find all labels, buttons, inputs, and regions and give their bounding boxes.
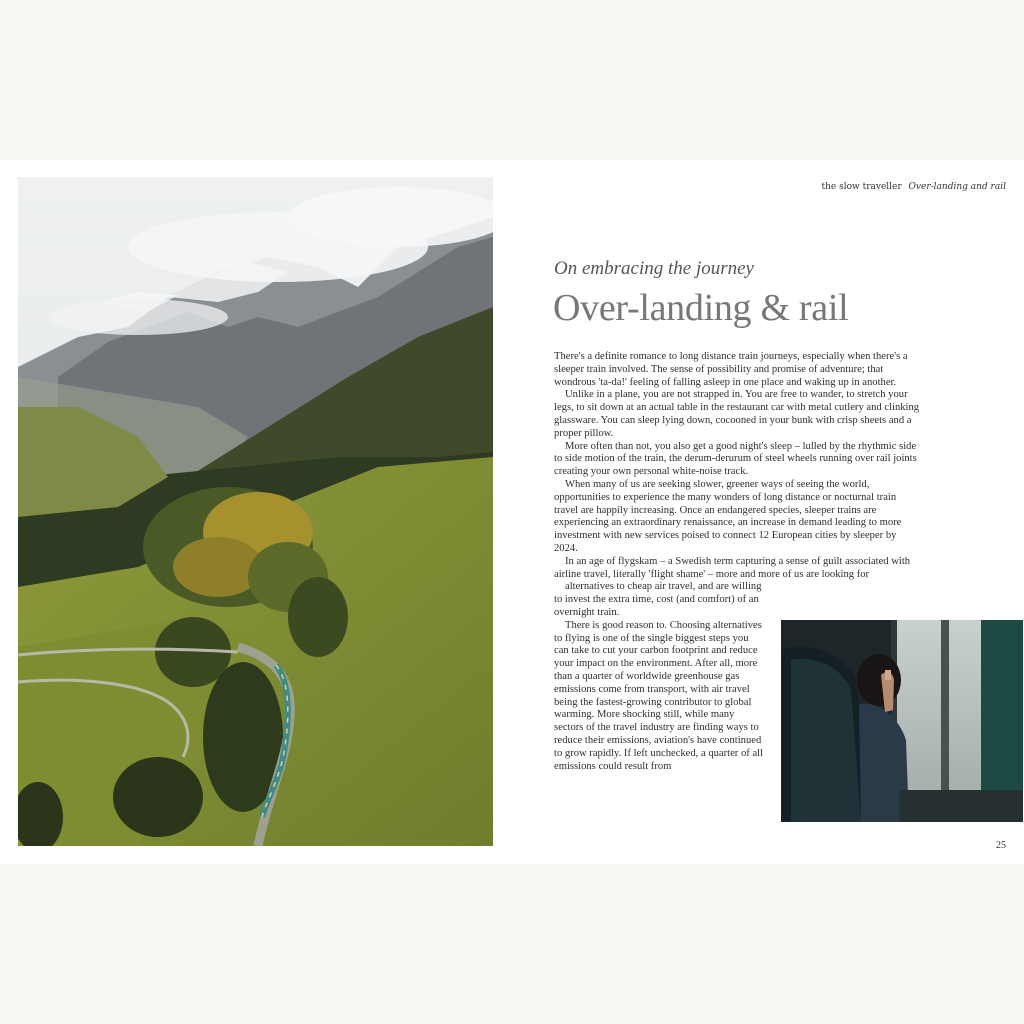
paragraph-3: More often than not, you also get a good night's sleep – lulled by the rhythmic side to side motion of the train, the derum-derurum of steel wheels running over rail joints creating your own personal white-noise track. bbox=[554, 440, 917, 478]
paragraph-2: Unlike in a plane, you are not strapped in. You are free to wander, to stretch your legs, to sit down at an actual table in the restaurant car with metal cutlery and clinking glassware. You can sleep lying down, cocooned in your bunk with crisp sheets and a proper pillow. bbox=[554, 389, 920, 439]
paragraph-6: There is good reason to. Choosing alternatives to flying is one of the single biggest steps you can take to cut your carbon footprint and reduce your impact on the environment. After all, more than a quarter of worldwide greenhouse gas emissions come from transport, with air travel being the fastest-growing contributor to global warming. More shocking still, while many sectors of the travel industry are finding ways to reduce their emissions, aviation's have continued to grow rapidly. If left unchecked, a quarter of all emissions could result from bbox=[554, 619, 764, 772]
page-number: 25 bbox=[996, 840, 1006, 851]
page-title: Over-landing & rail bbox=[553, 287, 849, 329]
train-window-passenger-photo bbox=[781, 620, 1023, 822]
paragraph-4: When many of us are seeking slower, greener ways of seeing the world, opportunities to experience the many wonders of long distance or nocturnal train travel are happily increasing. Once an endangered species, sleeper trains are experiencing an extraordinary renaissance, an increase in demand leading to more investment with new services poised to connect 12 European cities by sleeper by 2024. bbox=[554, 478, 902, 554]
book-spread bbox=[0, 160, 1024, 864]
paragraph-5-narrow: alternatives to cheap air travel, and are willing to invest the extra time, cost (and comfort) of an overnight train. bbox=[554, 581, 762, 618]
mountain-valley-train-photo bbox=[18, 177, 493, 846]
kicker: On embracing the journey bbox=[554, 258, 754, 279]
paragraph-5 bbox=[554, 556, 922, 620]
series-name: the slow traveller bbox=[821, 182, 902, 192]
running-head bbox=[822, 182, 1007, 192]
paragraph-1: There's a definite romance to long distance train journeys, especially when there's a sleeper train involved. The sense of possibility and promise of adventure; that wondrous 'ta-da!' feeling of falling asleep in one place and waking up in another. bbox=[554, 351, 908, 388]
paragraph-5-wide: In an age of flygskam – a Swedish term capturing a sense of guilt associated with airline travel, literally 'flight shame' – more and more of us are looking for bbox=[554, 555, 911, 580]
chapter-name: Over-landing and rail bbox=[908, 182, 1006, 192]
